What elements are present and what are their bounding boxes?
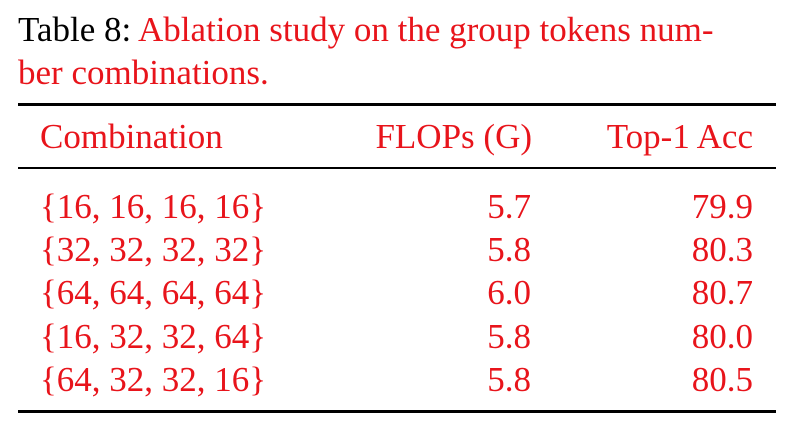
cell-top1-acc: 80.3 <box>691 230 753 269</box>
cell-combination: {64, 32, 32, 16} <box>40 360 267 399</box>
table-row <box>0 317 801 357</box>
cell-combination: {32, 32, 32, 32} <box>40 230 267 269</box>
table-top-rule <box>18 103 776 106</box>
caption-text-line1: Ablation study on the group tokens num- <box>138 10 714 49</box>
cell-top1-acc: 80.7 <box>691 273 753 312</box>
table-header-rule <box>18 167 776 169</box>
cell-combination: {16, 16, 16, 16} <box>40 187 267 226</box>
table-row <box>0 360 801 400</box>
header-combination: Combination <box>40 117 223 156</box>
table-row <box>0 187 801 227</box>
table-bottom-rule <box>18 410 776 413</box>
cell-top1-acc: 79.9 <box>691 187 753 226</box>
cell-combination: {64, 64, 64, 64} <box>40 273 267 312</box>
header-top1-acc: Top-1 Acc <box>606 117 753 156</box>
cell-flops: 6.0 <box>487 273 531 312</box>
cell-flops: 5.7 <box>487 187 531 226</box>
table-caption <box>18 8 788 94</box>
cell-top1-acc: 80.5 <box>691 360 753 399</box>
cell-combination: {16, 32, 32, 64} <box>40 317 267 356</box>
cell-top1-acc: 80.0 <box>691 317 753 356</box>
cell-flops: 5.8 <box>487 360 531 399</box>
cell-flops: 5.8 <box>487 230 531 269</box>
header-flops: FLOPs (G) <box>375 117 532 156</box>
table-row <box>0 273 801 313</box>
caption-text-line2: ber combinations. <box>18 53 269 92</box>
cell-flops: 5.8 <box>487 317 531 356</box>
table-row <box>0 230 801 270</box>
caption-label: Table 8: <box>18 10 132 49</box>
